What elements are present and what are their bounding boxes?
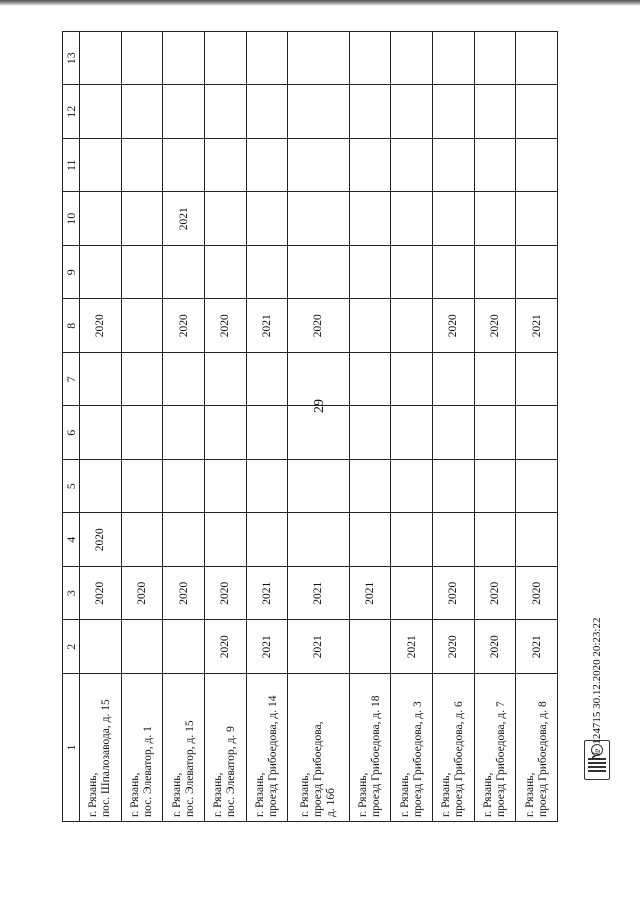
year-cell — [288, 32, 350, 86]
year-cell — [80, 620, 122, 674]
address-line: г. Рязань, — [128, 772, 141, 817]
address-line: проезд Грибоедова, д. 18 — [370, 695, 383, 817]
year-cell: 2020 — [204, 299, 246, 353]
year-cell: 2021 — [391, 620, 433, 674]
table-row — [349, 32, 391, 822]
address-line: пос. Элеватор, д. 1 — [141, 726, 154, 817]
column-header: 2 — [63, 620, 80, 674]
year-cell: 2020 — [204, 620, 246, 674]
year-cell: 2021 — [516, 620, 558, 674]
year-cell — [433, 85, 475, 139]
year-cell — [349, 406, 391, 460]
address-cell — [80, 674, 122, 822]
year-cell — [516, 460, 558, 514]
year-cell — [391, 460, 433, 514]
year-cell — [433, 513, 475, 567]
year-cell — [80, 85, 122, 139]
table-body — [80, 32, 558, 822]
year-cell — [516, 406, 558, 460]
year-cell — [516, 246, 558, 300]
year-cell: 2021 — [288, 567, 350, 621]
year-cell — [516, 85, 558, 139]
year-cell — [121, 32, 163, 86]
year-cell — [516, 513, 558, 567]
year-cell — [391, 567, 433, 621]
year-cell — [246, 85, 288, 139]
year-cell — [349, 85, 391, 139]
year-cell — [474, 513, 516, 567]
year-cell — [433, 246, 475, 300]
year-cell — [246, 460, 288, 514]
year-cell — [288, 460, 350, 514]
address-line: г. Рязань, — [357, 772, 370, 817]
year-cell: 2020 — [516, 567, 558, 621]
year-cell — [288, 139, 350, 193]
year-cell: 2021 — [246, 299, 288, 353]
year-cell — [163, 513, 205, 567]
year-cell: 2021 — [516, 299, 558, 353]
year-cell — [121, 246, 163, 300]
column-header: 6 — [63, 406, 80, 460]
footer-number-mark: № — [589, 748, 603, 760]
year-cell — [474, 406, 516, 460]
year-cell — [391, 32, 433, 86]
year-cell: 2020 — [433, 620, 475, 674]
address-line: проезд Грибоедова, д. 14 — [266, 695, 279, 817]
year-cell — [391, 406, 433, 460]
column-header: 8 — [63, 299, 80, 353]
address-cell — [516, 674, 558, 822]
year-cell: 2020 — [474, 567, 516, 621]
year-cell — [433, 192, 475, 246]
year-cell — [163, 32, 205, 86]
year-cell — [80, 192, 122, 246]
year-cell — [204, 353, 246, 407]
year-cell — [246, 139, 288, 193]
year-cell — [121, 139, 163, 193]
year-cell — [163, 620, 205, 674]
year-cell — [516, 139, 558, 193]
table-row — [288, 32, 350, 822]
year-cell — [391, 299, 433, 353]
address-line: проезд Грибоедова, — [311, 721, 324, 817]
year-cell — [433, 406, 475, 460]
year-cell: 2021 — [288, 620, 350, 674]
address-line: г. Рязань, — [298, 772, 311, 817]
year-cell — [288, 85, 350, 139]
page-number: 29 — [312, 399, 327, 413]
table-row — [516, 32, 558, 822]
column-header: 12 — [63, 85, 80, 139]
year-cell — [204, 192, 246, 246]
year-cell — [121, 620, 163, 674]
table-row — [433, 32, 475, 822]
year-cell — [391, 353, 433, 407]
address-cell — [121, 674, 163, 822]
address-line: г. Рязань, — [212, 772, 225, 817]
year-cell — [246, 353, 288, 407]
year-cell: 2020 — [474, 299, 516, 353]
address-cell — [349, 674, 391, 822]
year-cell — [349, 139, 391, 193]
year-cell: 2020 — [204, 567, 246, 621]
address-line: г. Рязань, — [170, 772, 183, 817]
address-line: пос. Шпалозавода, д. 15 — [100, 699, 113, 817]
column-header: 11 — [63, 139, 80, 193]
year-cell: 2020 — [80, 513, 122, 567]
table-row — [391, 32, 433, 822]
column-header: 5 — [63, 460, 80, 514]
year-cell — [163, 139, 205, 193]
address-cell — [204, 674, 246, 822]
year-cell: 2020 — [163, 299, 205, 353]
year-cell — [121, 85, 163, 139]
year-cell — [474, 139, 516, 193]
year-cell — [204, 85, 246, 139]
table-row — [246, 32, 288, 822]
year-cell — [391, 246, 433, 300]
year-cell: 2020 — [80, 299, 122, 353]
address-line: г. Рязань, — [481, 772, 494, 817]
year-cell — [80, 353, 122, 407]
year-cell: 2021 — [246, 567, 288, 621]
address-line: пос. Элеватор, д. 9 — [225, 726, 238, 817]
column-header: 7 — [63, 353, 80, 407]
year-cell — [204, 406, 246, 460]
year-cell — [474, 353, 516, 407]
table-row — [204, 32, 246, 822]
year-cell — [349, 353, 391, 407]
address-line: д. 16б — [324, 788, 337, 817]
year-cell — [204, 460, 246, 514]
year-cell — [433, 32, 475, 86]
year-cell — [349, 513, 391, 567]
year-cell: 2020 — [433, 299, 475, 353]
year-cell — [349, 192, 391, 246]
column-header: 9 — [63, 246, 80, 300]
year-cell — [349, 299, 391, 353]
year-cell — [246, 406, 288, 460]
year-cell: 2020 — [474, 620, 516, 674]
address-cell — [474, 674, 516, 822]
address-cell — [391, 674, 433, 822]
year-cell — [288, 353, 350, 407]
year-cell: 2020 — [163, 567, 205, 621]
year-cell — [516, 192, 558, 246]
year-cell — [246, 192, 288, 246]
year-cell — [433, 460, 475, 514]
year-cell — [391, 192, 433, 246]
year-cell — [163, 353, 205, 407]
year-cell — [204, 32, 246, 86]
year-cell — [349, 32, 391, 86]
year-cell — [163, 246, 205, 300]
document-footer — [589, 618, 604, 760]
year-cell — [80, 139, 122, 193]
year-cell — [474, 192, 516, 246]
year-cell — [288, 246, 350, 300]
rotated-table-container — [62, 32, 558, 822]
address-line: г. Рязань, — [523, 772, 536, 817]
year-cell — [288, 513, 350, 567]
year-cell — [80, 32, 122, 86]
year-cell — [246, 246, 288, 300]
year-cell — [474, 460, 516, 514]
year-cell — [433, 353, 475, 407]
address-line: г. Рязань, — [87, 772, 100, 817]
year-cell — [288, 192, 350, 246]
data-table — [62, 31, 558, 822]
year-cell: 2020 — [121, 567, 163, 621]
year-cell — [163, 85, 205, 139]
table-row — [474, 32, 516, 822]
year-cell — [516, 353, 558, 407]
address-cell — [288, 674, 350, 822]
year-cell — [121, 353, 163, 407]
address-line: проезд Грибоедова, д. 3 — [411, 701, 424, 817]
address-line: г. Рязань, — [398, 772, 411, 817]
column-header: 1 — [63, 674, 80, 822]
year-cell — [474, 246, 516, 300]
footer-registration-text: 124715 30.12.2020 20:23:22 — [590, 617, 603, 745]
year-cell — [121, 192, 163, 246]
year-cell: 2020 — [433, 567, 475, 621]
year-cell — [80, 406, 122, 460]
year-cell — [349, 460, 391, 514]
table-row — [163, 32, 205, 822]
table-row — [80, 32, 122, 822]
year-cell: 2020 — [80, 567, 122, 621]
year-cell — [121, 513, 163, 567]
year-cell — [474, 85, 516, 139]
address-line: проезд Грибоедова, д. 6 — [453, 701, 466, 817]
address-cell — [163, 674, 205, 822]
year-cell — [391, 513, 433, 567]
scan-top-edge — [0, 0, 640, 6]
address-line: проезд Грибоедова, д. 8 — [536, 701, 549, 817]
column-header: 10 — [63, 192, 80, 246]
year-cell: 2021 — [163, 192, 205, 246]
address-line: г. Рязань, — [440, 772, 453, 817]
column-header: 4 — [63, 513, 80, 567]
year-cell — [80, 246, 122, 300]
year-cell — [80, 460, 122, 514]
year-cell — [391, 85, 433, 139]
year-cell — [433, 139, 475, 193]
year-cell — [516, 32, 558, 86]
year-cell — [391, 139, 433, 193]
year-cell — [163, 460, 205, 514]
address-line: пос. Элеватор, д. 15 — [183, 720, 196, 817]
address-line: проезд Грибоедова, д. 7 — [494, 701, 507, 817]
year-cell: 2021 — [246, 620, 288, 674]
year-cell — [163, 406, 205, 460]
year-cell: 2020 — [288, 299, 350, 353]
year-cell — [349, 620, 391, 674]
year-cell — [246, 513, 288, 567]
year-cell — [121, 460, 163, 514]
table-header-row — [63, 32, 80, 822]
year-cell — [474, 32, 516, 86]
year-cell: 2021 — [349, 567, 391, 621]
column-header: 3 — [63, 567, 80, 621]
year-cell — [121, 299, 163, 353]
year-cell — [246, 32, 288, 86]
table-row — [121, 32, 163, 822]
year-cell — [204, 139, 246, 193]
year-cell — [349, 246, 391, 300]
address-cell — [246, 674, 288, 822]
year-cell — [204, 513, 246, 567]
address-cell — [433, 674, 475, 822]
barcode-icon — [588, 758, 606, 772]
year-cell — [121, 406, 163, 460]
address-line: г. Рязань, — [253, 772, 266, 817]
year-cell — [288, 406, 350, 460]
column-header: 13 — [63, 32, 80, 86]
year-cell — [204, 246, 246, 300]
